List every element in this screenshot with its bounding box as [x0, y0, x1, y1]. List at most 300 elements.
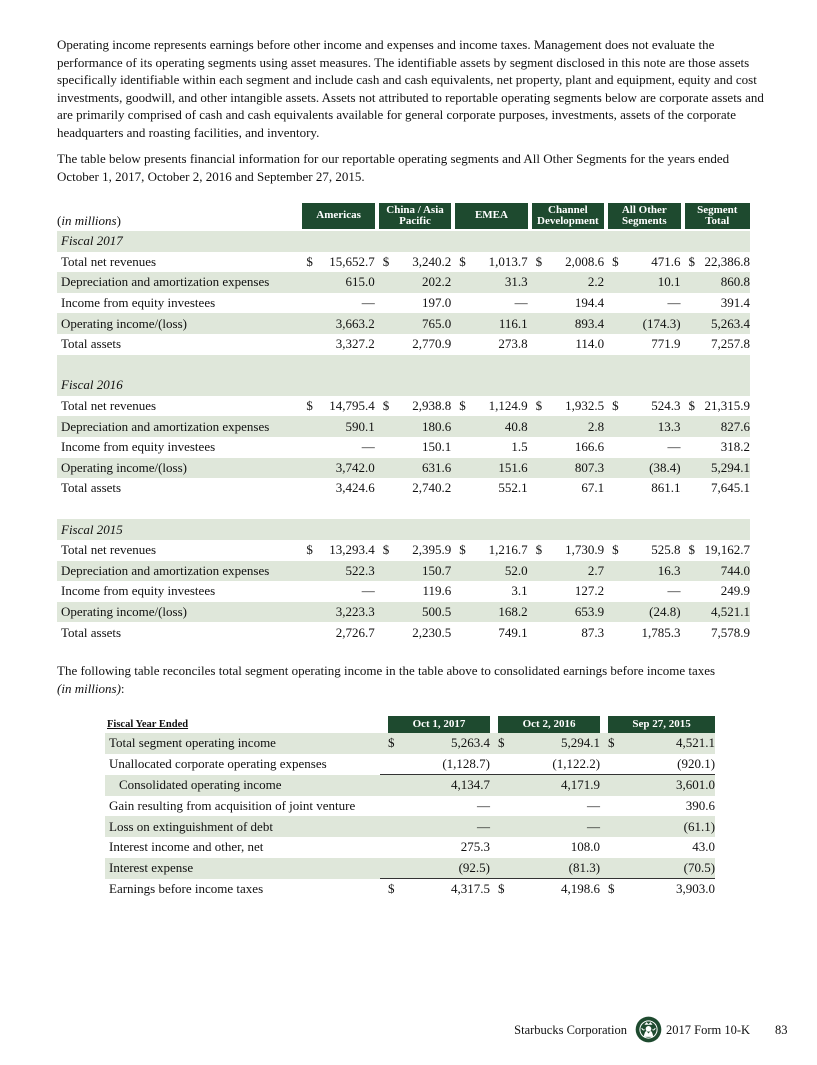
table-row: [57, 602, 750, 623]
fiscal-year-row: [57, 231, 750, 252]
currency-symbol: $: [688, 398, 696, 414]
value-cell: 114.0: [575, 336, 605, 352]
value-cell: 7,257.8: [711, 336, 750, 352]
currency-symbol: [451, 293, 465, 314]
value-cell: 22,386.8: [704, 253, 750, 269]
value-cell: —: [361, 439, 375, 455]
currency-symbol: [380, 816, 398, 837]
reconciliation-intro-text: The following table reconciles total segment operating income in the table above to consolidated earnings before income taxes: [57, 663, 716, 678]
value-cell: 202.2: [389, 272, 451, 293]
currency-symbol: [375, 313, 389, 334]
row-label: Total net revenues: [61, 542, 157, 558]
currency-symbol: $: [306, 398, 313, 414]
value-cell: 1,124.9: [488, 398, 528, 414]
fiscal-year-label: Fiscal 2016: [57, 375, 750, 396]
value-cell: 749.1: [498, 624, 528, 640]
currency-symbol: [604, 416, 618, 437]
row-label: Depreciation and amortization expenses: [57, 416, 298, 437]
currency-symbol: [528, 561, 542, 582]
currency-symbol: [375, 478, 389, 499]
currency-symbol: [375, 622, 389, 643]
spacer-row: [57, 499, 750, 520]
currency-symbol: $: [382, 542, 390, 558]
col-header-segment-total: Segment Total: [685, 203, 750, 229]
table-row: [57, 437, 750, 458]
value-cell: —: [514, 295, 528, 311]
currency-symbol: $: [382, 253, 390, 269]
row-label: Income from equity investees: [61, 439, 216, 455]
value-cell: 151.6: [465, 458, 527, 479]
value-cell: 1,216.7: [488, 542, 528, 558]
value-cell: 21,315.9: [704, 398, 750, 414]
value-cell: 166.6: [574, 439, 605, 455]
currency-symbol: [604, 602, 618, 623]
value-cell: 744.0: [695, 561, 750, 582]
currency-symbol: [681, 437, 695, 458]
value-cell: 390.6: [685, 798, 716, 814]
value-cell: 3,240.2: [412, 253, 452, 269]
spacer-cell: [57, 355, 750, 376]
value-cell: —: [398, 816, 490, 837]
currency-symbol: [298, 416, 312, 437]
table-row: [105, 754, 715, 775]
value-cell: —: [508, 816, 600, 837]
value-cell: 827.6: [695, 416, 750, 437]
row-label: Total assets: [61, 480, 122, 496]
segment-table-intro: The table below presents financial information for our reportable operating segments and All Other Segments for the years ended October 1, 2017, October 2, 2016 and September 27, 2015.: [57, 151, 730, 184]
currency-symbol: [451, 437, 465, 458]
value-cell: 13.3: [618, 416, 680, 437]
fiscal-year-label: Fiscal 2017: [57, 231, 750, 252]
currency-symbol: [451, 458, 465, 479]
currency-symbol: [490, 837, 508, 858]
currency-symbol: [528, 293, 542, 314]
value-cell: 4,171.9: [508, 775, 600, 796]
currency-symbol: $: [459, 542, 466, 558]
currency-symbol: [681, 458, 695, 479]
value-cell: 197.0: [421, 295, 452, 311]
currency-symbol: [528, 416, 542, 437]
col-header-oct-1-2017: Oct 1, 2017: [388, 716, 490, 733]
value-cell: —: [667, 583, 681, 599]
row-label: Total assets: [61, 336, 122, 352]
table-row: [57, 252, 750, 273]
value-cell: 4,134.7: [398, 775, 490, 796]
units-label: (in millions): [57, 213, 121, 228]
currency-symbol: [600, 837, 618, 858]
currency-symbol: [451, 416, 465, 437]
value-cell: (1,122.2): [552, 755, 601, 771]
table-row: [57, 478, 750, 499]
segment-header-row: [57, 199, 750, 231]
currency-symbol: [298, 478, 312, 499]
fiscal-year-ended-label: Fiscal Year Ended: [107, 719, 189, 730]
value-cell: 150.1: [421, 439, 452, 455]
value-cell: 43.0: [692, 839, 716, 855]
currency-symbol: [298, 293, 312, 314]
currency-symbol: [604, 272, 618, 293]
value-cell: 4,198.6: [508, 879, 600, 900]
value-cell: 3,903.0: [618, 879, 715, 900]
value-cell: 4,521.1: [618, 733, 715, 754]
currency-symbol: [298, 561, 312, 582]
value-cell: —: [361, 295, 375, 311]
value-cell: (70.5): [618, 858, 715, 879]
value-cell: 168.2: [465, 602, 527, 623]
intro-paragraph: Operating income represents earnings before other income and expenses and income taxes. Management does not evaluate the performance of its operating segments using asset measures. The identifiable assets by segment disclosed in this note are those assets specifically identifiable within each segment and include cash and cash equivalents, net property, plant and equipment, equity and cost investments, goodwill, and other intangible assets. Assets not attributed to reportable operating segments below are corporate assets and are primarily comprised of cash and cash equivalents available for general corporate purposes, investments, assets of the corporate headquarters and roasting facilities, and inventory.: [57, 37, 764, 140]
currency-symbol: $: [612, 542, 619, 558]
currency-symbol: [604, 622, 618, 643]
row-label: Income from equity investees: [61, 295, 216, 311]
currency-symbol: $: [382, 398, 390, 414]
currency-symbol: [380, 796, 398, 817]
value-cell: (1,128.7): [442, 755, 491, 771]
currency-symbol: $: [306, 253, 313, 269]
value-cell: 2,740.2: [412, 480, 452, 496]
table-row: [105, 796, 715, 817]
currency-symbol: [681, 622, 695, 643]
value-cell: 525.8: [651, 542, 681, 558]
value-cell: 893.4: [542, 313, 604, 334]
currency-symbol: [375, 458, 389, 479]
currency-symbol: [298, 334, 312, 355]
col-header-americas: Americas: [302, 203, 374, 229]
currency-symbol: [380, 775, 398, 796]
table-row: [105, 775, 715, 796]
value-cell: (920.1): [677, 755, 716, 771]
table-row: [57, 561, 750, 582]
currency-symbol: [451, 313, 465, 334]
currency-symbol: [604, 458, 618, 479]
value-cell: (92.5): [398, 858, 490, 879]
currency-symbol: [375, 581, 389, 602]
value-cell: 5,294.1: [508, 733, 600, 754]
footer-company-name: Starbucks Corporation: [514, 1023, 627, 1037]
value-cell: 2,726.7: [335, 624, 375, 640]
value-cell: 3,424.6: [335, 480, 375, 496]
currency-symbol: [451, 272, 465, 293]
value-cell: —: [667, 295, 681, 311]
value-cell: —: [587, 798, 601, 814]
value-cell: 108.0: [570, 839, 601, 855]
currency-symbol: [681, 478, 695, 499]
value-cell: 3,601.0: [618, 775, 715, 796]
currency-symbol: [375, 272, 389, 293]
currency-symbol: [681, 416, 695, 437]
currency-symbol: [604, 437, 618, 458]
currency-symbol: [681, 602, 695, 623]
row-label: Income from equity investees: [61, 583, 216, 599]
table-row: [105, 837, 715, 858]
currency-symbol: $: [688, 253, 696, 269]
value-cell: 15,652.7: [329, 253, 375, 269]
row-label: Depreciation and amortization expenses: [57, 561, 298, 582]
currency-symbol: [528, 334, 542, 355]
value-cell: 7,645.1: [711, 480, 750, 496]
value-cell: 194.4: [574, 295, 605, 311]
row-label: Total assets: [61, 624, 122, 640]
value-cell: 2,770.9: [412, 336, 452, 352]
col-header-oct-2-2016: Oct 2, 2016: [498, 716, 600, 733]
currency-symbol: [681, 581, 695, 602]
currency-symbol: $: [380, 733, 398, 754]
value-cell: 14,795.4: [329, 398, 375, 414]
currency-symbol: [451, 622, 465, 643]
value-cell: 765.0: [389, 313, 451, 334]
table-row: [57, 293, 750, 314]
value-cell: 653.9: [542, 602, 604, 623]
currency-symbol: [375, 334, 389, 355]
value-cell: 1.5: [511, 439, 528, 455]
value-cell: 52.0: [465, 561, 527, 582]
currency-symbol: $: [612, 398, 619, 414]
currency-symbol: [528, 272, 542, 293]
currency-symbol: [451, 561, 465, 582]
currency-symbol: [681, 313, 695, 334]
currency-symbol: $: [490, 879, 508, 900]
currency-symbol: $: [535, 542, 543, 558]
currency-symbol: $: [490, 733, 508, 754]
currency-symbol: $: [600, 879, 618, 900]
currency-symbol: $: [459, 253, 466, 269]
value-cell: —: [477, 798, 491, 814]
value-cell: 861.1: [651, 480, 681, 496]
currency-symbol: [681, 334, 695, 355]
value-cell: (24.8): [618, 602, 680, 623]
currency-symbol: [528, 622, 542, 643]
currency-symbol: [375, 293, 389, 314]
value-cell: 631.6: [389, 458, 451, 479]
value-cell: 275.3: [460, 839, 491, 855]
fiscal-year-row: [57, 375, 750, 396]
currency-symbol: [298, 622, 312, 643]
value-cell: 2,230.5: [412, 624, 452, 640]
currency-symbol: [528, 437, 542, 458]
row-label: Depreciation and amortization expenses: [57, 272, 298, 293]
value-cell: 860.8: [695, 272, 750, 293]
value-cell: 615.0: [312, 272, 374, 293]
table-row: [57, 334, 750, 355]
value-cell: 67.1: [581, 480, 605, 496]
currency-symbol: [451, 478, 465, 499]
currency-symbol: [375, 561, 389, 582]
currency-symbol: [600, 775, 618, 796]
value-cell: (174.3): [618, 313, 680, 334]
currency-symbol: [298, 581, 312, 602]
table-row: [57, 313, 750, 334]
col-header-all-other-segments: All Other Segments: [608, 203, 680, 229]
row-label: Operating income/(loss): [57, 313, 298, 334]
currency-symbol: [604, 561, 618, 582]
currency-symbol: [451, 581, 465, 602]
currency-symbol: $: [688, 542, 696, 558]
currency-symbol: [298, 272, 312, 293]
currency-symbol: [298, 602, 312, 623]
table-row: [105, 879, 715, 900]
currency-symbol: [298, 313, 312, 334]
value-cell: 2.2: [542, 272, 604, 293]
footer-form-label: 2017 Form 10-K: [666, 1023, 751, 1037]
col-header-sep-27-2015: Sep 27, 2015: [608, 716, 715, 733]
row-label: Total segment operating income: [105, 733, 380, 754]
value-cell: 807.3: [542, 458, 604, 479]
row-label: Total net revenues: [61, 398, 157, 414]
value-cell: 13,293.4: [329, 542, 375, 558]
value-cell: 40.8: [465, 416, 527, 437]
row-label: Earnings before income taxes: [109, 881, 264, 897]
value-cell: 119.6: [422, 583, 452, 599]
row-label: Interest expense: [105, 858, 380, 879]
currency-symbol: [380, 754, 398, 775]
currency-symbol: [600, 858, 618, 879]
value-cell: 2,938.8: [412, 398, 452, 414]
value-cell: 5,294.1: [695, 458, 750, 479]
fiscal-year-row: [57, 519, 750, 540]
value-cell: 771.9: [651, 336, 681, 352]
col-header-channel-development: Channel Development: [532, 203, 604, 229]
currency-symbol: [604, 313, 618, 334]
row-label: Operating income/(loss): [57, 458, 298, 479]
value-cell: 19,162.7: [704, 542, 750, 558]
currency-symbol: [380, 837, 398, 858]
col-header-emea: EMEA: [455, 203, 527, 229]
value-cell: 7,578.9: [711, 624, 750, 640]
segment-table: [57, 199, 750, 643]
currency-symbol: [375, 416, 389, 437]
value-cell: —: [667, 439, 681, 455]
value-cell: 87.3: [581, 624, 605, 640]
value-cell: —: [361, 583, 375, 599]
currency-symbol: [681, 561, 695, 582]
value-cell: 2.7: [542, 561, 604, 582]
value-cell: 3.1: [511, 583, 528, 599]
table-row: [57, 458, 750, 479]
value-cell: 4,317.5: [398, 879, 490, 900]
segment-table-body: [57, 231, 750, 643]
col-header-china-asia-pacific: China / Asia Pacific: [379, 203, 451, 229]
currency-symbol: [490, 754, 508, 775]
reconciliation-header-row: [105, 713, 715, 733]
currency-symbol: [375, 437, 389, 458]
value-cell: 116.1: [465, 313, 527, 334]
value-cell: 3,742.0: [312, 458, 374, 479]
value-cell: 273.8: [498, 336, 528, 352]
value-cell: (61.1): [618, 816, 715, 837]
currency-symbol: [528, 458, 542, 479]
currency-symbol: $: [459, 398, 466, 414]
value-cell: 2.8: [542, 416, 604, 437]
currency-symbol: [490, 816, 508, 837]
currency-symbol: [600, 796, 618, 817]
row-label: Interest income and other, net: [109, 839, 264, 855]
value-cell: 4,521.1: [695, 602, 750, 623]
currency-symbol: [604, 581, 618, 602]
currency-symbol: [490, 775, 508, 796]
table-row: [105, 858, 715, 879]
value-cell: 318.2: [720, 439, 750, 455]
currency-symbol: [528, 602, 542, 623]
value-cell: 3,327.2: [335, 336, 375, 352]
page-number: 83: [775, 1023, 788, 1037]
value-cell: 16.3: [618, 561, 680, 582]
currency-symbol: [528, 478, 542, 499]
value-cell: 471.6: [651, 253, 681, 269]
value-cell: 31.3: [465, 272, 527, 293]
currency-symbol: [375, 602, 389, 623]
value-cell: 5,263.4: [695, 313, 750, 334]
currency-symbol: [600, 754, 618, 775]
reconciliation-intro-units: (in millions): [57, 680, 121, 696]
value-cell: 2,008.6: [565, 253, 605, 269]
currency-symbol: [681, 293, 695, 314]
currency-symbol: $: [306, 542, 313, 558]
value-cell: (81.3): [508, 858, 600, 879]
currency-symbol: [600, 816, 618, 837]
currency-symbol: [604, 334, 618, 355]
table-row: [57, 396, 750, 417]
value-cell: 3,663.2: [312, 313, 374, 334]
currency-symbol: [380, 858, 398, 879]
value-cell: 500.5: [389, 602, 451, 623]
row-label: Total net revenues: [61, 253, 157, 269]
value-cell: 391.4: [720, 295, 750, 311]
currency-symbol: $: [600, 733, 618, 754]
currency-symbol: [298, 458, 312, 479]
currency-symbol: [681, 272, 695, 293]
table-row: [105, 733, 715, 754]
value-cell: 1,013.7: [488, 253, 528, 269]
page-footer: [0, 1016, 817, 1046]
value-cell: 249.9: [720, 583, 750, 599]
value-cell: 150.7: [389, 561, 451, 582]
row-label: Consolidated operating income: [105, 775, 380, 796]
currency-symbol: [451, 602, 465, 623]
table-row: [57, 622, 750, 643]
reconciliation-intro: The following table reconciles total segment operating income in the table above to consolidated earnings before income taxes (in millions):: [57, 663, 716, 696]
value-cell: 1,785.3: [641, 624, 681, 640]
currency-symbol: $: [380, 879, 398, 900]
currency-symbol: [528, 313, 542, 334]
table-row: [105, 816, 715, 837]
table-row: [57, 272, 750, 293]
starbucks-siren-logo-icon: [635, 1016, 662, 1043]
spacer-cell: [57, 499, 750, 520]
table-row: [57, 540, 750, 561]
row-label: Operating income/(loss): [57, 602, 298, 623]
currency-symbol: $: [535, 253, 543, 269]
value-cell: 127.2: [574, 583, 605, 599]
value-cell: 1,730.9: [565, 542, 605, 558]
currency-symbol: [451, 334, 465, 355]
value-cell: 3,223.3: [312, 602, 374, 623]
value-cell: 524.3: [651, 398, 681, 414]
currency-symbol: [490, 796, 508, 817]
value-cell: 1,932.5: [565, 398, 605, 414]
reconciliation-table: [105, 713, 715, 900]
currency-symbol: $: [535, 398, 543, 414]
currency-symbol: [604, 478, 618, 499]
value-cell: 5,263.4: [398, 733, 490, 754]
currency-symbol: $: [612, 253, 619, 269]
currency-symbol: [604, 293, 618, 314]
value-cell: 180.6: [389, 416, 451, 437]
value-cell: 552.1: [498, 480, 528, 496]
value-cell: 522.3: [312, 561, 374, 582]
spacer-row: [57, 355, 750, 376]
row-label: Unallocated corporate operating expenses: [109, 756, 327, 772]
value-cell: 2,395.9: [412, 542, 452, 558]
row-label: Gain resulting from acquisition of joint venture: [109, 798, 356, 814]
